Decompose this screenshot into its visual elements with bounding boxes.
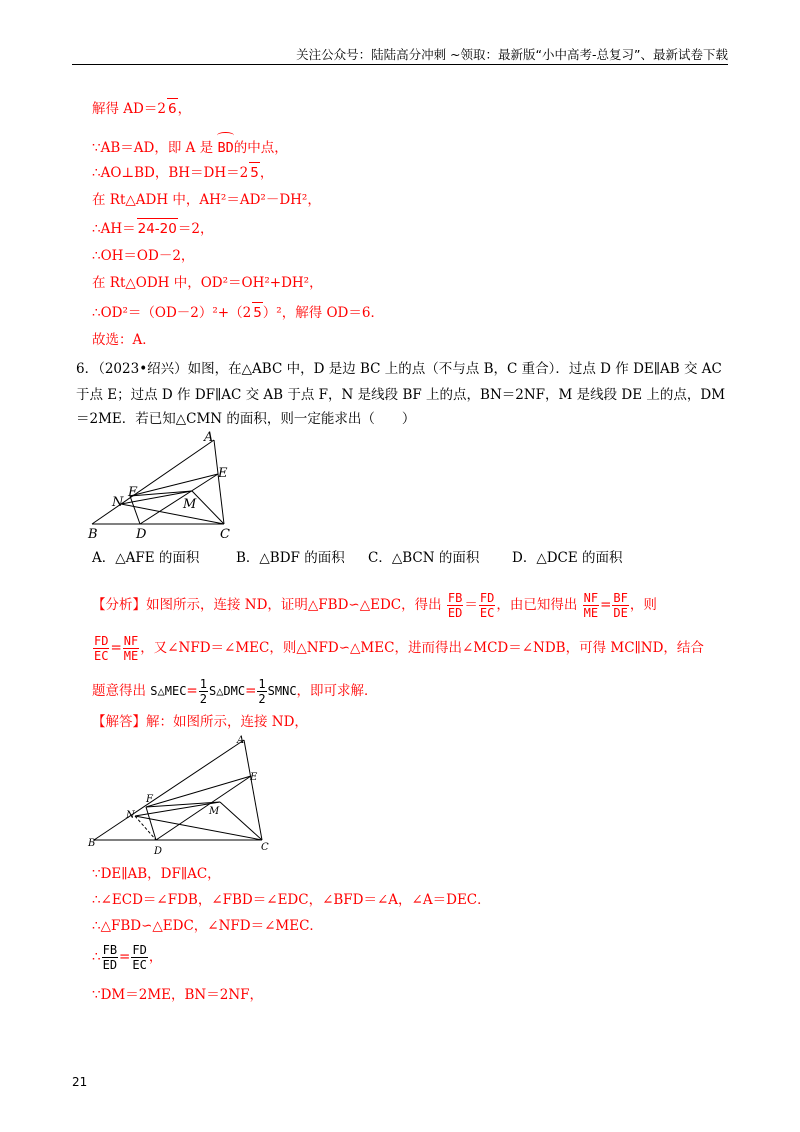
- fig2-label-c: C: [261, 842, 269, 853]
- geometry-figure-question: [84, 428, 254, 544]
- option-a: A．△AFE 的面积: [92, 550, 200, 566]
- fig-label-f: F: [128, 485, 138, 500]
- answer-line-6: ∵DM＝2ME，BN＝2NF，: [92, 987, 264, 1003]
- fig2-label-b: B: [88, 838, 96, 849]
- fig2-label-d: D: [154, 846, 163, 857]
- analysis-line-3: 题意得出 S△MEC= $\frac{1}{2}$ S△DMC= $\frac{1}{2}$ SMNC，即可求解．: [92, 677, 378, 706]
- fig2-label-e: E: [250, 772, 258, 783]
- fig2-label-f: F: [146, 794, 153, 805]
- option-b: B．△BDF 的面积: [236, 550, 345, 566]
- fig-label-m: M: [183, 497, 197, 512]
- solution-line-5: ∴AH＝ 24-20＝2，: [92, 218, 213, 239]
- geometry-figure-answer: [84, 730, 274, 858]
- analysis-line-2: $\frac{FD}{EC}$ = $\frac{NF}{ME}$ ，又∠NFD＝∠MEC，则△NFD∽△MEC，进而得出∠MCD＝∠NDB，可得 MC∥ND，结合: [94, 634, 704, 663]
- fig-label-e: E: [218, 466, 228, 481]
- answer-line-4: ∴△FBD∽△EDC，∠NFD＝∠MEC．: [92, 918, 323, 934]
- solution-line-7: 在 Rt△ODH 中，OD²＝OH²+DH²，: [92, 275, 323, 291]
- analysis-line-1: 【分析】如图所示，连接 ND，证明△FBD∽△EDC，得出 $\frac{FB}{ED}$ ＝ $\frac{FD}{EC}$ ，由已知得出 $\frac{NF}{ME}$ = $\frac{BF}{DE}$ ，则: [92, 591, 657, 620]
- fig-label-n: N: [112, 495, 124, 510]
- fig-label-b: B: [88, 527, 98, 542]
- page-header: 关注公众号：陆陆高分冲刺 ~领取：最新版“小中高考-总复习”、最新试卷下载: [296, 47, 728, 62]
- question-line-3: ＝2ME．若已知△CMN 的面积，则一定能求出（ ）: [76, 411, 416, 427]
- solution-line-4: 在 Rt△ADH 中，AH²＝AD²－DH²，: [92, 192, 321, 208]
- arc-bd: BD: [217, 134, 233, 158]
- fig2-label-a: A: [237, 735, 245, 746]
- question-line-2: 于点 E；过点 D 作 DF∥AC 交 AB 于点 F，N 是线段 BF 上的点，BN＝2NF，M 是线段 DE 上的点，DM: [76, 387, 726, 403]
- solution-line-8: ∴OD²＝（OD－2）²+（2 5）²，解得 OD＝6．: [92, 302, 384, 323]
- solution-line-3: ∴AO⊥BD，BH＝DH＝2 5，: [92, 162, 273, 183]
- solution-line-2: ∵AB＝AD，即 A 是 BD的中点，: [92, 134, 288, 158]
- header-divider: [72, 64, 728, 65]
- solution-line-6: ∴OH＝OD－2，: [92, 248, 195, 264]
- answer-line-3: ∴∠ECD＝∠FDB，∠FBD＝∠EDC，∠BFD＝∠A，∠A＝DEC．: [92, 892, 491, 908]
- page-number: 21: [72, 1075, 88, 1089]
- solution-line-9: 故选：A．: [92, 332, 156, 348]
- answer-line-5: ∴ $\frac{FB}{ED}$ = $\frac{FD}{EC}$ ，: [92, 943, 163, 972]
- answer-line-2: ∵DE∥AB，DF∥AC，: [92, 866, 221, 882]
- fig-label-c: C: [220, 527, 230, 542]
- fig-label-d: D: [136, 527, 147, 542]
- solution-line-1: 解得 AD＝2 6，: [92, 98, 191, 119]
- option-c: C．△BCN 的面积: [368, 550, 480, 566]
- fig2-label-n: N: [126, 810, 135, 821]
- answer-line-1: 【解答】解：如图所示，连接 ND，: [92, 714, 308, 730]
- fig-label-a: A: [204, 430, 214, 445]
- question-line-1: 6．（2023•绍兴）如图，在△ABC 中，D 是边 BC 上的点（不与点 B，C 重合）．过点 D 作 DE∥AB 交 AC: [76, 361, 722, 377]
- option-d: D．△DCE 的面积: [512, 550, 623, 566]
- fig2-label-m: M: [209, 806, 220, 817]
